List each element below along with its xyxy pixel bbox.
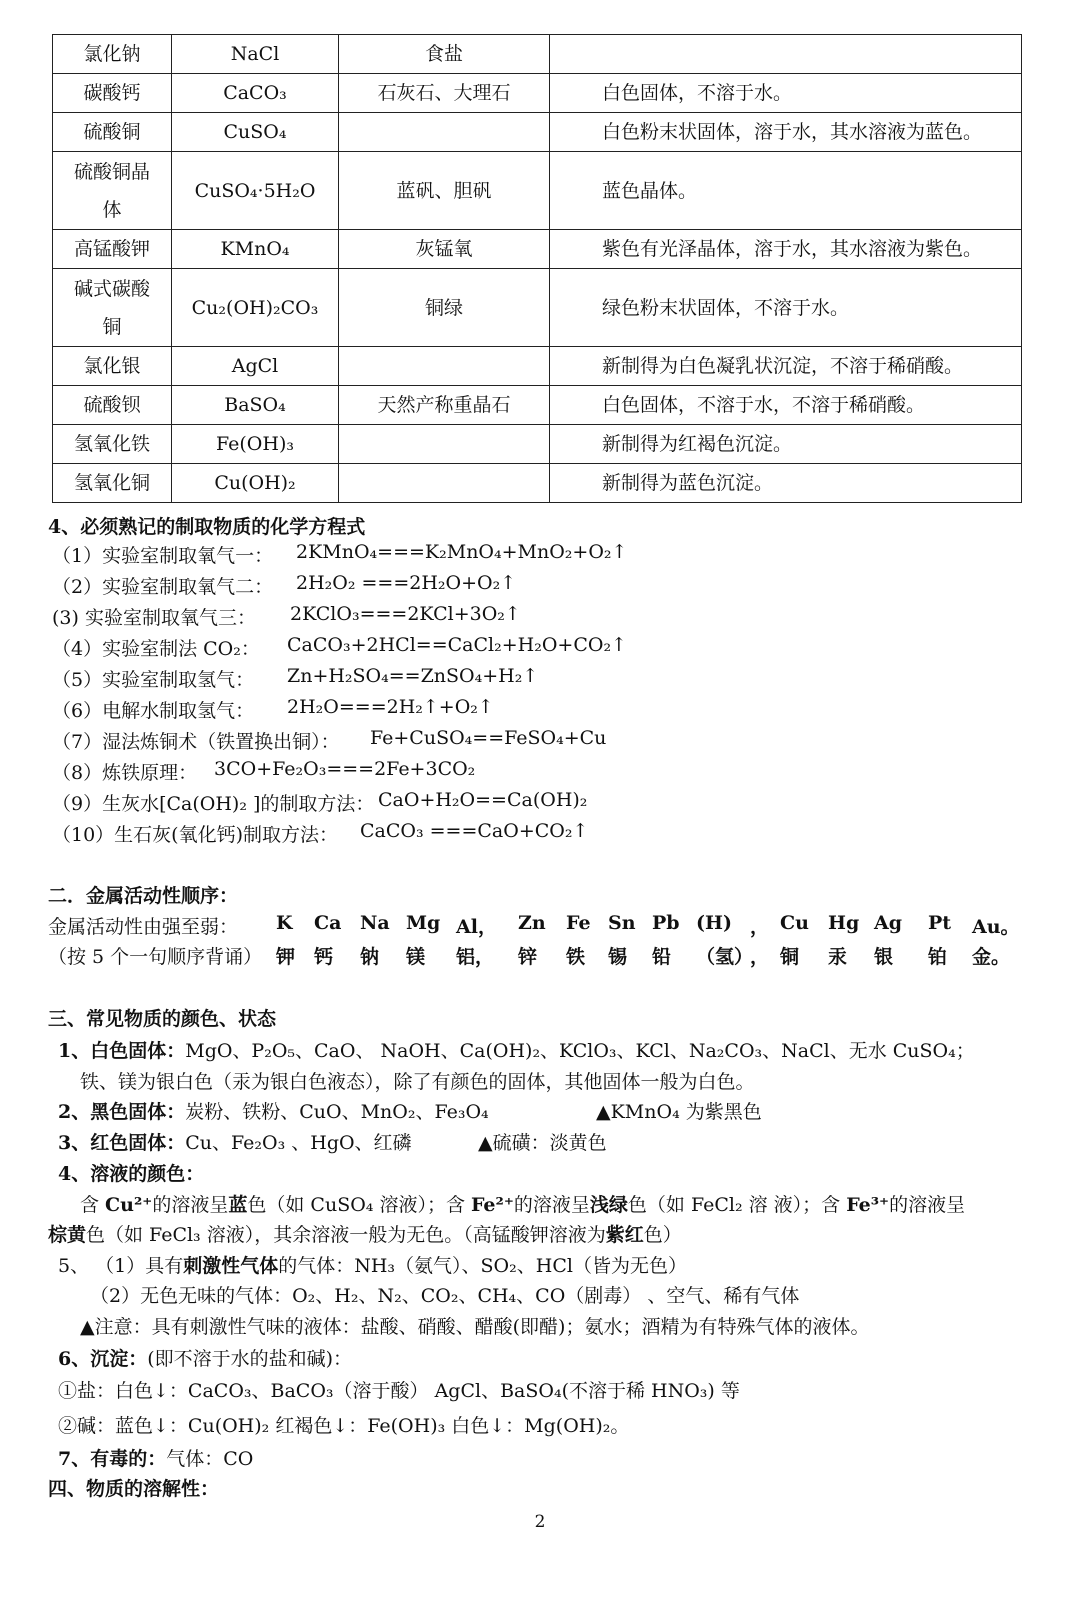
kmno4-note: ▲KMnO₄ 为紫黑色 (596, 1101, 762, 1123)
solution-colors-label: 4、溶液的颜色： (58, 1163, 205, 1185)
black-solids-line (58, 1097, 489, 1124)
substance-name-cell: 高锰酸钾 (53, 230, 172, 269)
white-solids-list: MgO、P₂O₅、CaO、 NaOH、Ca(OH)₂、KClO₃、KCl、Na₂CO₃、NaCl、无水 CuSO₄； (185, 1040, 975, 1062)
text-run: 的气体：NH₃（氨气）、SO₂、HCl（皆为无色） (278, 1255, 687, 1277)
precipitate-label: 6、沉淀： (58, 1348, 148, 1370)
text-run: 的溶液呈 (152, 1194, 229, 1216)
common-name-cell (339, 425, 550, 464)
text-run: 的溶液呈 (513, 1194, 590, 1216)
text-run: 含 (80, 1194, 106, 1216)
equation-label: （7）湿法炼铜术（铁置换出铜）： (52, 731, 340, 753)
description-cell: 白色固体，不溶于水，不溶于稀硝酸。 (550, 386, 1022, 425)
chemical-equation: 2H₂O₂ ===2H₂O+O₂↑ (296, 572, 517, 594)
common-name-cell: 灰锰氧 (339, 230, 550, 269)
common-name-cell: 食盐 (339, 35, 550, 74)
equation-label: （5）实验室制取氢气： (52, 669, 255, 691)
page-number: 2 (534, 1512, 546, 1532)
section-equations-title: 4、必须熟记的制取物质的化学方程式 (48, 516, 366, 538)
common-name-cell: 石灰石、大理石 (339, 74, 550, 113)
table-row (53, 425, 1022, 464)
formula-cell: Fe(OH)₃ (172, 425, 339, 464)
formula-cell: KMnO₄ (172, 230, 339, 269)
substance-name-cell: 硫酸铜晶体 (53, 152, 172, 230)
description-cell: 白色粉末状固体，溶于水，其水溶液为蓝色。 (550, 113, 1022, 152)
common-name-cell: 蓝矾、胆矾 (339, 152, 550, 230)
section-colors-title: 三、常见物质的颜色、状态 (48, 1008, 277, 1030)
metal-chinese-name: 钠 (360, 946, 380, 968)
substance-name-cell: 氢氧化铜 (53, 464, 172, 503)
text-run: 的溶液呈 (889, 1194, 966, 1216)
gases-note: ▲注意：具有刺激性气味的液体：盐酸、硝酸、醋酸(即醋)；氨水；酒精为有特殊气体的液体。 (80, 1316, 870, 1338)
metal-symbol: Al， (456, 916, 497, 938)
metal-symbol: Cu (780, 912, 809, 934)
metal-chinese-name: 钾 (276, 946, 296, 968)
metal-chinese-name: 铜 (780, 946, 800, 968)
description-cell: 绿色粉末状固体，不溶于水。 (550, 269, 1022, 347)
table-row (53, 152, 1022, 230)
sulfur-note: ▲硫磺：淡黄色 (478, 1132, 607, 1154)
equation-label: （1）实验室制取氧气一： (52, 545, 274, 567)
substance-name-cell: 氢氧化铁 (53, 425, 172, 464)
table-row (53, 269, 1022, 347)
substance-table (52, 34, 1022, 503)
cu2-ion: Cu²⁺ (105, 1194, 153, 1216)
metal-chinese-name: 铝， (456, 946, 495, 968)
toxic-label: 7、有毒的： (58, 1448, 167, 1470)
white-solids-label: 1、白色固体： (58, 1040, 186, 1062)
description-cell: 新制得为红褐色沉淀。 (550, 425, 1022, 464)
brown-yellow-word: 棕黄 (48, 1224, 87, 1246)
solution-colors-line2 (48, 1220, 682, 1247)
chemical-equation: 2KClO₃===2KCl+3O₂↑ (290, 603, 521, 625)
section-solubility-title: 四、物质的溶解性： (48, 1478, 220, 1500)
white-solids-note: 铁、镁为银白色（汞为银白色液态），除了有颜色的固体，其他固体一般为白色。 (80, 1071, 755, 1093)
equation-label: (3) 实验室制取氧气三： (52, 607, 256, 629)
chemical-equation: CaO+H₂O==Ca(OH)₂ (378, 789, 588, 811)
common-name-cell: 铜绿 (339, 269, 550, 347)
description-cell: 白色固体，不溶于水。 (550, 74, 1022, 113)
light-green-word: 浅绿 (589, 1194, 628, 1216)
common-name-cell (339, 113, 550, 152)
chemical-equation: 3CO+Fe₂O₃===2Fe+3CO₂ (214, 758, 476, 780)
chemical-equation: 2KMnO₄===K₂MnO₄+MnO₂+O₂↑ (296, 541, 628, 563)
metal-symbol: (H) (696, 912, 732, 934)
chemical-equation: Zn+H₂SO₄==ZnSO₄+H₂↑ (287, 665, 539, 687)
common-name-cell: 天然产称重晶石 (339, 386, 550, 425)
irritant-gas-word: 刺激性气体 (183, 1255, 279, 1277)
solution-colors-line1 (80, 1190, 965, 1217)
substance-name-cell: 硫酸钡 (53, 386, 172, 425)
toxic-line (58, 1444, 253, 1471)
red-solids-label: 3、红色固体： (58, 1132, 186, 1154)
equation-label: （4）实验室制法 CO₂： (52, 638, 260, 660)
fe2-ion: Fe²⁺ (470, 1194, 514, 1216)
chemical-equation: CaCO₃+2HCl==CaCl₂+H₂O+CO₂↑ (287, 634, 627, 656)
precipitate-bases: ②碱：蓝色↓：Cu(OH)₂ 红褐色↓：Fe(OH)₃ 白色↓：Mg(OH)₂。 (58, 1415, 630, 1437)
metal-symbol: Ca (314, 912, 342, 934)
section-metal-activity-title: 二．金属活动性顺序： (48, 885, 239, 907)
formula-cell: CuSO₄·5H₂O (172, 152, 339, 230)
precipitate-line (58, 1344, 352, 1371)
metal-symbol: K (276, 912, 293, 934)
text-run: 色） (643, 1224, 682, 1246)
formula-cell: CaCO₃ (172, 74, 339, 113)
table-row (53, 113, 1022, 152)
white-solids-line (58, 1036, 975, 1063)
description-cell: 新制得为白色凝乳状沉淀，不溶于稀硝酸。 (550, 347, 1022, 386)
metal-symbol: Hg (828, 912, 860, 934)
metal-mnemonic-label: （按 5 个一句顺序背诵） (48, 946, 263, 968)
metal-symbol: Na (360, 912, 390, 934)
metal-chinese-name: 锌 (518, 946, 538, 968)
equation-label: （6）电解水制取氢气： (52, 700, 255, 722)
metal-chinese-name: 铂 (928, 946, 948, 968)
formula-cell: Cu₂(OH)₂CO₃ (172, 269, 339, 347)
metal-chinese-name: 金。 (972, 946, 1011, 968)
substance-name-cell: 碳酸钙 (53, 74, 172, 113)
table-row (53, 74, 1022, 113)
red-solids-line (58, 1128, 412, 1155)
metal-symbol: Sn (608, 912, 636, 934)
equation-label: （10）生石灰(氧化钙)制取方法： (52, 824, 339, 846)
text-run: 色（如 CuSO₄ 溶液）；含 (247, 1194, 471, 1216)
metal-symbol: Fe (566, 912, 591, 934)
metal-chinese-name: 铅 (652, 946, 672, 968)
chemical-equation: 2H₂O===2H₂↑+O₂↑ (287, 696, 494, 718)
metal-symbol: ， (750, 916, 770, 938)
formula-cell: NaCl (172, 35, 339, 74)
metal-symbol: Pb (652, 912, 680, 934)
metal-symbol: Ag (874, 912, 903, 934)
gases-line2: （2）无色无味的气体：O₂、H₂、N₂、CO₂、CH₄、CO（剧毒） 、空气、稀有气体 (90, 1285, 800, 1307)
text-run: (即不溶于水的盐和碱)： (147, 1348, 353, 1370)
metal-chinese-name: 钙 (314, 946, 334, 968)
metal-chinese-name: （氢） (696, 946, 754, 968)
formula-cell: BaSO₄ (172, 386, 339, 425)
text-run: 色（如 FeCl₃ 溶液），其余溶液一般为无色。（高锰酸钾溶液为 (86, 1224, 606, 1246)
red-solids-list: Cu、Fe₂O₃ 、HgO、红磷 (185, 1132, 412, 1154)
precipitate-salts: ①盐：白色↓：CaCO₃、BaCO₃（溶于酸） AgCl、BaSO₄(不溶于稀 HNO₃) 等 (58, 1380, 740, 1402)
metal-activity-label: 金属活动性由强至弱： (48, 916, 239, 938)
equation-label: （2）实验室制取氧气二： (52, 576, 274, 598)
common-name-cell (339, 347, 550, 386)
chemical-equation: Fe+CuSO₄==FeSO₄+Cu (370, 727, 607, 749)
equation-label: （9）生灰水[Ca(OH)₂ ]的制取方法： (52, 793, 375, 815)
table-row (53, 230, 1022, 269)
text-run: 气体：CO (166, 1448, 254, 1470)
metal-chinese-name: 汞 (828, 946, 848, 968)
black-solids-label: 2、黑色固体： (58, 1101, 186, 1123)
metal-chinese-name: 银 (874, 946, 894, 968)
metal-chinese-name: ， (750, 946, 770, 968)
formula-cell: AgCl (172, 347, 339, 386)
fe3-ion: Fe³⁺ (846, 1194, 890, 1216)
table-row (53, 35, 1022, 74)
substance-name-cell: 氯化钠 (53, 35, 172, 74)
description-cell (550, 35, 1022, 74)
substance-name-cell: 氯化银 (53, 347, 172, 386)
metal-symbol: Mg (406, 912, 441, 934)
text-run: 5、 （1）具有 (58, 1255, 184, 1277)
purple-red-word: 紫红 (605, 1224, 644, 1246)
table-row (53, 464, 1022, 503)
metal-symbol: Zn (518, 912, 546, 934)
description-cell: 新制得为蓝色沉淀。 (550, 464, 1022, 503)
metal-chinese-name: 镁 (406, 946, 426, 968)
formula-cell: CuSO₄ (172, 113, 339, 152)
text-run: 色（如 FeCl₂ 溶 液）；含 (627, 1194, 847, 1216)
table-row (53, 347, 1022, 386)
metal-chinese-name: 铁 (566, 946, 586, 968)
metal-symbol: Au。 (972, 916, 1020, 938)
substance-name-cell: 碱式碳酸铜 (53, 269, 172, 347)
black-solids-list: 炭粉、铁粉、CuO、MnO₂、Fe₃O₄ (185, 1101, 489, 1123)
equation-label: （8）炼铁原理： (52, 762, 198, 784)
description-cell: 蓝色晶体。 (550, 152, 1022, 230)
gases-line1 (58, 1251, 687, 1278)
blue-word: 蓝 (228, 1194, 248, 1216)
common-name-cell (339, 464, 550, 503)
chemical-equation: CaCO₃ ===CaO+CO₂↑ (360, 820, 589, 842)
description-cell: 紫色有光泽晶体，溶于水，其水溶液为紫色。 (550, 230, 1022, 269)
metal-symbol: Pt (928, 912, 952, 934)
substance-name-cell: 硫酸铜 (53, 113, 172, 152)
metal-chinese-name: 锡 (608, 946, 628, 968)
formula-cell: Cu(OH)₂ (172, 464, 339, 503)
table-row (53, 386, 1022, 425)
